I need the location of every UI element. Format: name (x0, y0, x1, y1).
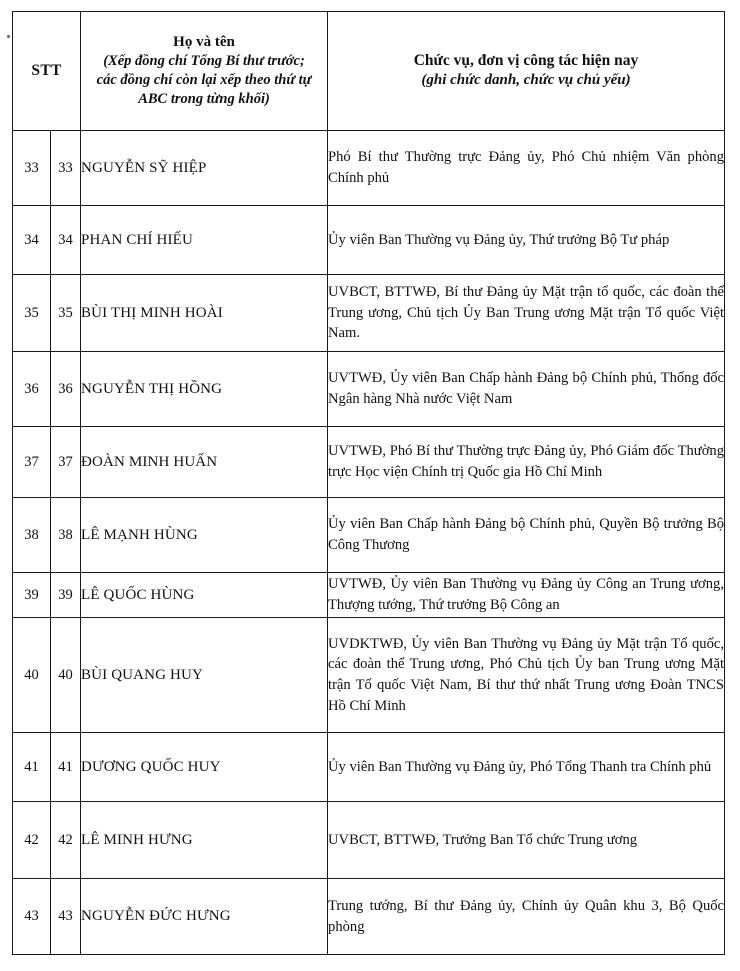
row-index-secondary: 40 (51, 618, 81, 733)
table-row (13, 352, 725, 427)
scan-artifact-speck (7, 35, 11, 39)
row-position (328, 131, 725, 206)
row-index-primary: 43 (13, 879, 51, 955)
row-position-text: Ủy viên Ban Thường vụ Đảng ủy, Thứ trưởng Bộ Tư pháp (328, 231, 670, 248)
table-header (13, 12, 725, 131)
table-row (13, 206, 725, 275)
header-position-note: (ghi chức danh, chức vụ chủ yếu) (421, 72, 631, 89)
row-index-primary: 36 (13, 352, 51, 427)
row-position-text: UVDKTWĐ, Ủy viên Ban Thường vụ Đảng ủy Mặt trận Tổ quốc, các đoàn thể Trung ương, Phó Chủ tịch Ủy ban Trung ương Mặt trận Tổ quốc Việt Nam, Bí thư thứ nhất Trung ương Đoàn TNCS Hồ Chí Minh (328, 635, 725, 714)
row-index-primary: 41 (13, 733, 51, 802)
table-row (13, 573, 725, 618)
header-name-note-line-1: (Xếp đồng chí Tổng Bí thư trước; (103, 53, 305, 70)
header-position-cell (328, 12, 725, 131)
row-index-primary: 40 (13, 618, 51, 733)
row-index-primary: 37 (13, 427, 51, 498)
row-position (328, 879, 725, 955)
row-index-primary: 34 (13, 206, 51, 275)
row-position (328, 733, 725, 802)
row-position (328, 573, 725, 618)
row-person-name: BÙI THỊ MINH HOÀI (81, 275, 328, 352)
row-index-secondary: 33 (51, 131, 81, 206)
table-row (13, 275, 725, 352)
row-person-name: LÊ MINH HƯNG (81, 802, 328, 879)
row-position (328, 352, 725, 427)
table-row (13, 618, 725, 733)
row-index-secondary: 39 (51, 573, 81, 618)
row-position (328, 427, 725, 498)
header-name-title: Họ và tên (173, 33, 235, 50)
row-position (328, 275, 725, 352)
row-person-name: BÙI QUANG HUY (81, 618, 328, 733)
row-position-text: Trung tướng, Bí thư Đảng ủy, Chính ủy Quân khu 3, Bộ Quốc phòng (328, 897, 725, 935)
header-row (13, 12, 725, 131)
row-index-secondary: 35 (51, 275, 81, 352)
table-row (13, 498, 725, 573)
row-position-text: Ủy viên Ban Thường vụ Đảng ủy, Phó Tổng Thanh tra Chính phủ (328, 758, 712, 775)
row-person-name: ĐOÀN MINH HUẤN (81, 427, 328, 498)
row-index-primary: 35 (13, 275, 51, 352)
row-person-name: NGUYỄN ĐỨC HƯNG (81, 879, 328, 955)
row-position-text: UVBCT, BTTWĐ, Trưởng Ban Tổ chức Trung ương (328, 831, 638, 848)
row-index-secondary: 42 (51, 802, 81, 879)
row-position (328, 498, 725, 573)
row-index-secondary: 38 (51, 498, 81, 573)
row-index-primary: 38 (13, 498, 51, 573)
row-person-name: DƯƠNG QUỐC HUY (81, 733, 328, 802)
row-person-name: NGUYỄN THỊ HỒNG (81, 352, 328, 427)
table-row (13, 733, 725, 802)
row-person-name: LÊ QUỐC HÙNG (81, 573, 328, 618)
row-position (328, 206, 725, 275)
table-row (13, 427, 725, 498)
row-index-primary: 33 (13, 131, 51, 206)
header-position-title: Chức vụ, đơn vị công tác hiện nay (413, 52, 639, 70)
row-index-primary: 39 (13, 573, 51, 618)
table-body (13, 131, 725, 955)
row-position-text: UVBCT, BTTWĐ, Bí thư Đảng ủy Mặt trận tổ quốc, các đoàn thể Trung ương, Chủ tịch Ủy Ban Trung ương Mặt trận Tổ quốc Việt Nam. (328, 283, 725, 342)
header-name-note-line-3: ABC trong từng khối) (138, 91, 270, 108)
roster-table (12, 11, 725, 955)
row-position (328, 618, 725, 733)
row-person-name: LÊ MẠNH HÙNG (81, 498, 328, 573)
row-position-text: UVTWĐ, Phó Bí thư Thường trực Đảng ủy, Phó Giám đốc Thường trực Học viện Chính trị Quốc gia Hồ Chí Minh (328, 443, 725, 480)
row-index-secondary: 43 (51, 879, 81, 955)
row-position-text: UVTWĐ, Ủy viên Ban Thường vụ Đảng ủy Công an Trung ương, Thượng tướng, Thứ trưởng Bộ Công an (328, 576, 725, 613)
row-index-secondary: 41 (51, 733, 81, 802)
table-row (13, 802, 725, 879)
row-position-text: UVTWĐ, Ủy viên Ban Chấp hành Đảng bộ Chính phủ, Thống đốc Ngân hàng Nhà nước Việt Nam (328, 370, 725, 407)
header-stt: STT (13, 12, 81, 131)
row-index-secondary: 36 (51, 352, 81, 427)
row-index-secondary: 37 (51, 427, 81, 498)
row-person-name: PHAN CHÍ HIẾU (81, 206, 328, 275)
header-name-cell (81, 12, 328, 131)
row-index-secondary: 34 (51, 206, 81, 275)
row-position (328, 802, 725, 879)
row-person-name: NGUYỄN SỸ HIỆP (81, 131, 328, 206)
row-position-text: Phó Bí thư Thường trực Đảng ủy, Phó Chủ nhiệm Văn phòng Chính phủ (328, 149, 725, 186)
table-row (13, 879, 725, 955)
table-row (13, 131, 725, 206)
row-position-text: Ủy viên Ban Chấp hành Đảng bộ Chính phủ, Quyền Bộ trưởng Bộ Công Thương (328, 516, 725, 553)
row-index-primary: 42 (13, 802, 51, 879)
header-name-note-line-2: các đồng chí còn lại xếp theo thứ tự (96, 72, 312, 89)
